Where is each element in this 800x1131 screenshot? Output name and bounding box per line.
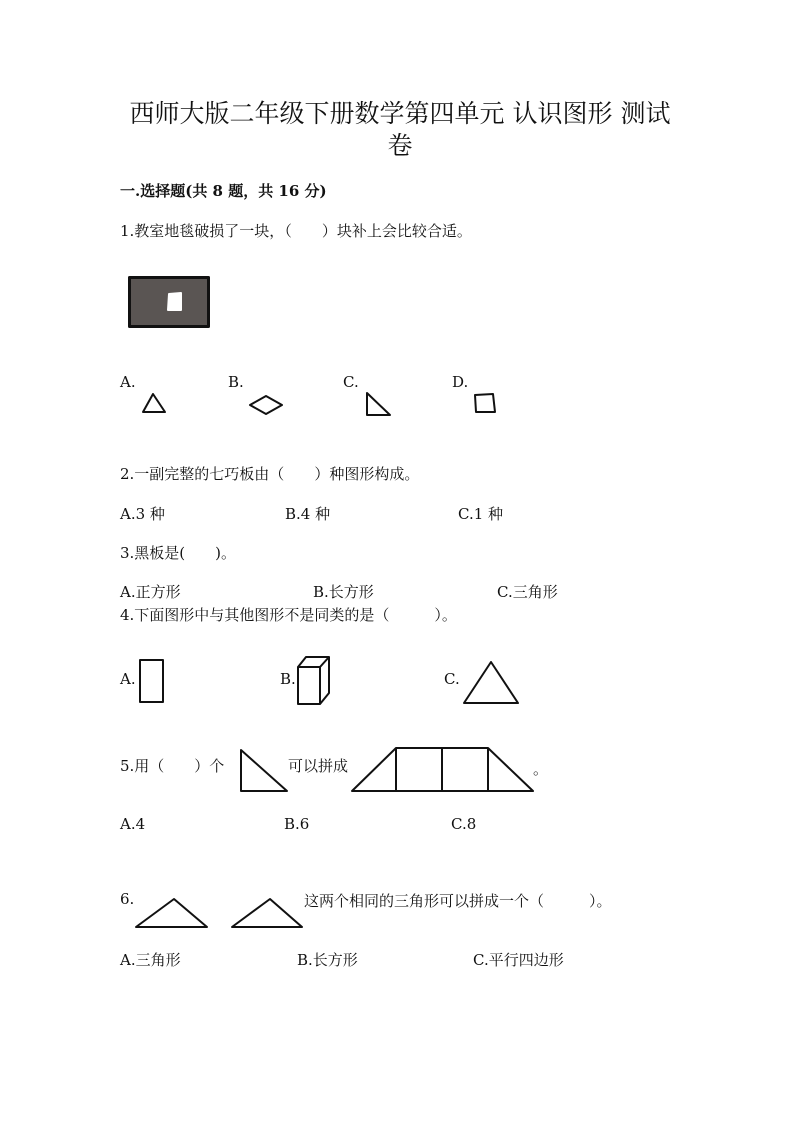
quadrilateral-icon[interactable] xyxy=(472,392,498,414)
question-2-text: 2.一副完整的七巧板由（ ）种图形构成。 xyxy=(120,465,420,483)
triangle-icon[interactable] xyxy=(141,392,167,414)
right-triangle-icon xyxy=(238,748,290,794)
question-4-option-b[interactable]: B. xyxy=(280,670,296,688)
question-6-text: 这两个相同的三角形可以拼成一个（ ）。 xyxy=(304,892,612,910)
section-heading: 一.选择题(共 8 题，共 16 分) xyxy=(120,182,327,200)
question-5-text-start: 5.用（ ）个 xyxy=(120,757,225,775)
rhombus-icon[interactable] xyxy=(248,394,284,416)
question-1-text: 1.教室地毯破损了一块，（ ）块补上会比较合适。 xyxy=(120,222,472,240)
triangle-pair-icon xyxy=(134,896,304,930)
question-5-option-b[interactable]: B.6 xyxy=(284,815,310,833)
question-5-option-a[interactable]: A.4 xyxy=(120,815,146,833)
question-1-option-a[interactable]: A. xyxy=(120,373,136,391)
question-2-option-a[interactable]: A.3 种 xyxy=(120,505,165,523)
question-1-option-d[interactable]: D. xyxy=(452,373,469,391)
question-6-option-c[interactable]: C.平行四边形 xyxy=(473,951,564,969)
question-5-option-c[interactable]: C.8 xyxy=(451,815,477,833)
question-2-option-b[interactable]: B.4 种 xyxy=(285,505,331,523)
question-3-option-b[interactable]: B.长方形 xyxy=(313,583,374,601)
question-5-text-end: 。 xyxy=(533,760,549,778)
question-1-option-c[interactable]: C. xyxy=(343,373,359,391)
triangle-icon[interactable] xyxy=(462,660,520,706)
question-1-option-b[interactable]: B. xyxy=(228,373,244,391)
question-6-option-b[interactable]: B.长方形 xyxy=(297,951,358,969)
question-6-number: 6. xyxy=(120,890,135,908)
question-5-text-middle: 可以拼成 xyxy=(288,757,349,775)
question-4-option-c[interactable]: C. xyxy=(444,670,460,688)
question-6-option-a[interactable]: A.三角形 xyxy=(120,951,181,969)
rectangle-icon[interactable] xyxy=(138,658,166,704)
right-triangle-icon[interactable] xyxy=(364,390,392,418)
page-title-continued: 卷 xyxy=(387,131,413,160)
trapezoid-icon xyxy=(350,746,536,794)
question-4-option-a[interactable]: A. xyxy=(120,670,136,688)
question-4-text: 4.下面图形中与其他图形不是同类的是（ ）。 xyxy=(120,606,457,624)
question-3-option-c[interactable]: C.三角形 xyxy=(497,583,558,601)
question-2-option-c[interactable]: C.1 种 xyxy=(458,505,504,523)
damaged-carpet-icon xyxy=(128,276,210,328)
question-3-text: 3.黑板是( )。 xyxy=(120,544,237,562)
page-title: 西师大版二年级下册数学第四单元 认识图形 测试 xyxy=(129,99,671,128)
cuboid-icon[interactable] xyxy=(296,655,332,707)
question-3-option-a[interactable]: A.正方形 xyxy=(120,583,181,601)
